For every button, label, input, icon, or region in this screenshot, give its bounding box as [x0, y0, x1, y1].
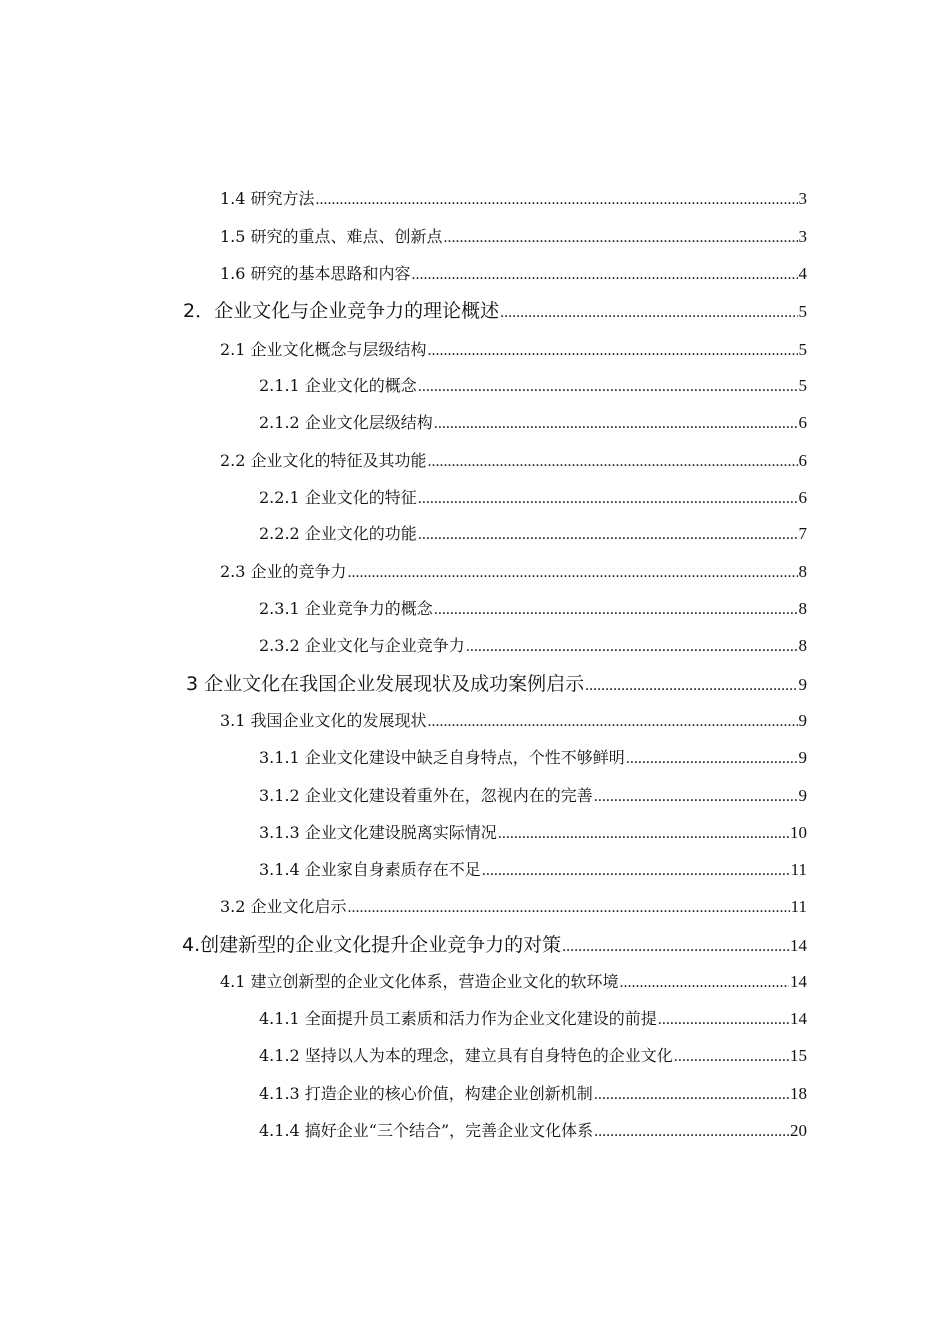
toc-entry-title: 4.1.2 坚持以人为本的理念，建立具有自身特色的企业文化 [259, 1046, 673, 1065]
toc-entry-title: 2.2.1 企业文化的特征 [259, 488, 417, 507]
toc-entry-page: 6 [798, 451, 807, 470]
dot-leader [434, 415, 798, 433]
dot-leader [585, 677, 797, 695]
toc-entry-title: 2.1.1 企业文化的概念 [259, 376, 417, 395]
toc-entry-page: 8 [798, 562, 807, 581]
toc-entry-title: 3.1.3 企业文化建设脱离实际情况 [259, 823, 497, 842]
dot-leader [658, 1011, 789, 1029]
toc-entry-title: 4.1.4 搞好企业“三个结合”，完善企业文化体系 [259, 1121, 594, 1140]
dot-leader [428, 342, 798, 360]
toc-entry[interactable] [259, 1081, 807, 1104]
dot-leader [348, 899, 790, 917]
toc-entry-title: 2.1.2 企业文化层级结构 [259, 413, 433, 432]
toc-entry-title: 4.1 建立创新型的企业文化体系，营造企业文化的软环境 [220, 972, 619, 991]
toc-entry-title: 2.3.2 企业文化与企业竞争力 [259, 636, 465, 655]
toc-entry-page: 5 [798, 340, 807, 359]
toc-entry-title: 3 企业文化在我国企业发展现状及成功案例启示 [186, 673, 585, 695]
dot-leader [562, 938, 789, 956]
dot-leader [418, 490, 798, 508]
toc-entry-title: 1.4 研究方法 [220, 189, 315, 208]
toc-entry-title: 2.1 企业文化概念与层级结构 [220, 340, 427, 359]
toc-entry-page: 15 [790, 1046, 807, 1065]
toc-entry[interactable] [220, 559, 807, 582]
toc-entry[interactable] [220, 894, 807, 917]
toc-entry-page: 14 [790, 936, 807, 955]
toc-entry[interactable] [220, 224, 807, 247]
toc-entry[interactable] [259, 857, 807, 880]
toc-entry[interactable] [220, 448, 807, 471]
toc-entry[interactable] [259, 596, 807, 619]
toc-entry-title: 3.1 我国企业文化的发展现状 [220, 711, 427, 730]
dot-leader [500, 304, 797, 322]
dot-leader [428, 453, 798, 471]
dot-leader [444, 229, 798, 247]
dot-leader [348, 564, 798, 582]
toc-entry-title: 2.3.1 企业竞争力的概念 [259, 599, 433, 618]
toc-entry-page: 3 [798, 189, 807, 208]
dot-leader [418, 378, 798, 396]
toc-entry-title: 3.2 企业文化启示 [220, 897, 347, 916]
toc-entry[interactable] [259, 783, 807, 806]
toc-entry[interactable] [220, 261, 807, 284]
toc-entry-page: 9 [798, 675, 807, 694]
toc-entry-title: 2．企业文化与企业竞争力的理论概述 [183, 300, 500, 322]
toc-entry-page: 5 [798, 302, 807, 321]
toc-entry-title: 3.1.2 企业文化建设着重外在，忽视内在的完善 [259, 786, 593, 805]
dot-leader [428, 713, 798, 731]
toc-entry-title: 4.1.3 打造企业的核心价值，构建企业创新机制 [259, 1084, 593, 1103]
toc-entry-page: 14 [790, 1009, 807, 1028]
toc-entry-title: 3.1.4 企业家自身素质存在不足 [259, 860, 481, 879]
toc-entry[interactable] [220, 708, 807, 731]
dot-leader [434, 601, 798, 619]
dot-leader [674, 1048, 789, 1066]
toc-entry-page: 4 [798, 264, 807, 283]
dot-leader [626, 750, 798, 768]
toc-entry-title: 2.3 企业的竞争力 [220, 562, 347, 581]
toc-entry[interactable] [259, 745, 807, 768]
toc-entry-page: 11 [790, 897, 807, 916]
toc-entry-title: 2.2.2 企业文化的功能 [259, 524, 417, 543]
toc-entry-chapter[interactable] [182, 930, 807, 957]
toc-entry-title: 2.2 企业文化的特征及其功能 [220, 451, 427, 470]
dot-leader [620, 974, 789, 992]
toc-entry[interactable] [259, 485, 807, 508]
dot-leader [418, 526, 798, 544]
toc-entry-page: 18 [790, 1084, 807, 1103]
toc-entry[interactable] [259, 373, 807, 396]
toc-entry[interactable] [259, 521, 807, 544]
toc-entry[interactable] [220, 186, 807, 209]
toc-entry-page: 3 [798, 227, 807, 246]
toc-entry-page: 8 [798, 599, 807, 618]
toc-entry-page: 14 [790, 972, 807, 991]
dot-leader [498, 825, 789, 843]
dot-leader [412, 266, 798, 284]
dot-leader [466, 638, 798, 656]
toc-entry[interactable] [220, 969, 807, 992]
toc-entry-title: 1.5 研究的重点、难点、创新点 [220, 227, 443, 246]
toc-entry-page: 6 [798, 413, 807, 432]
toc-entry-page: 9 [798, 748, 807, 767]
dot-leader [594, 1123, 789, 1141]
toc-entry-page: 9 [798, 711, 807, 730]
toc-entry-title: 3.1.1 企业文化建设中缺乏自身特点，个性不够鲜明 [259, 748, 625, 767]
toc-entry-page: 6 [798, 488, 807, 507]
toc-entry-title: 4.创建新型的企业文化提升企业竞争力的对策 [182, 934, 562, 956]
toc-entry[interactable] [259, 1118, 807, 1141]
toc-entry-title: 4.1.1 全面提升员工素质和活力作为企业文化建设的前提 [259, 1009, 657, 1028]
toc-entry-page: 10 [790, 823, 807, 842]
toc-entry-page: 9 [798, 786, 807, 805]
dot-leader [316, 191, 798, 209]
toc-entry-page: 5 [798, 376, 807, 395]
toc-entry-page: 8 [798, 636, 807, 655]
toc-entry[interactable] [259, 410, 807, 433]
toc-entry-chapter[interactable] [186, 669, 807, 696]
toc-entry-page: 7 [798, 524, 807, 543]
toc-entry-chapter[interactable] [183, 296, 807, 323]
toc-entry[interactable] [259, 1006, 807, 1029]
dot-leader [594, 788, 798, 806]
dot-leader [482, 862, 790, 880]
toc-entry-title: 1.6 研究的基本思路和内容 [220, 264, 411, 283]
toc-entry-page: 11 [790, 860, 807, 879]
toc-entry[interactable] [259, 1043, 807, 1066]
toc-entry[interactable] [259, 820, 807, 843]
toc-entry[interactable] [259, 633, 807, 656]
dot-leader [594, 1086, 789, 1104]
toc-entry[interactable] [220, 337, 807, 360]
toc-entry-page: 20 [790, 1121, 807, 1140]
